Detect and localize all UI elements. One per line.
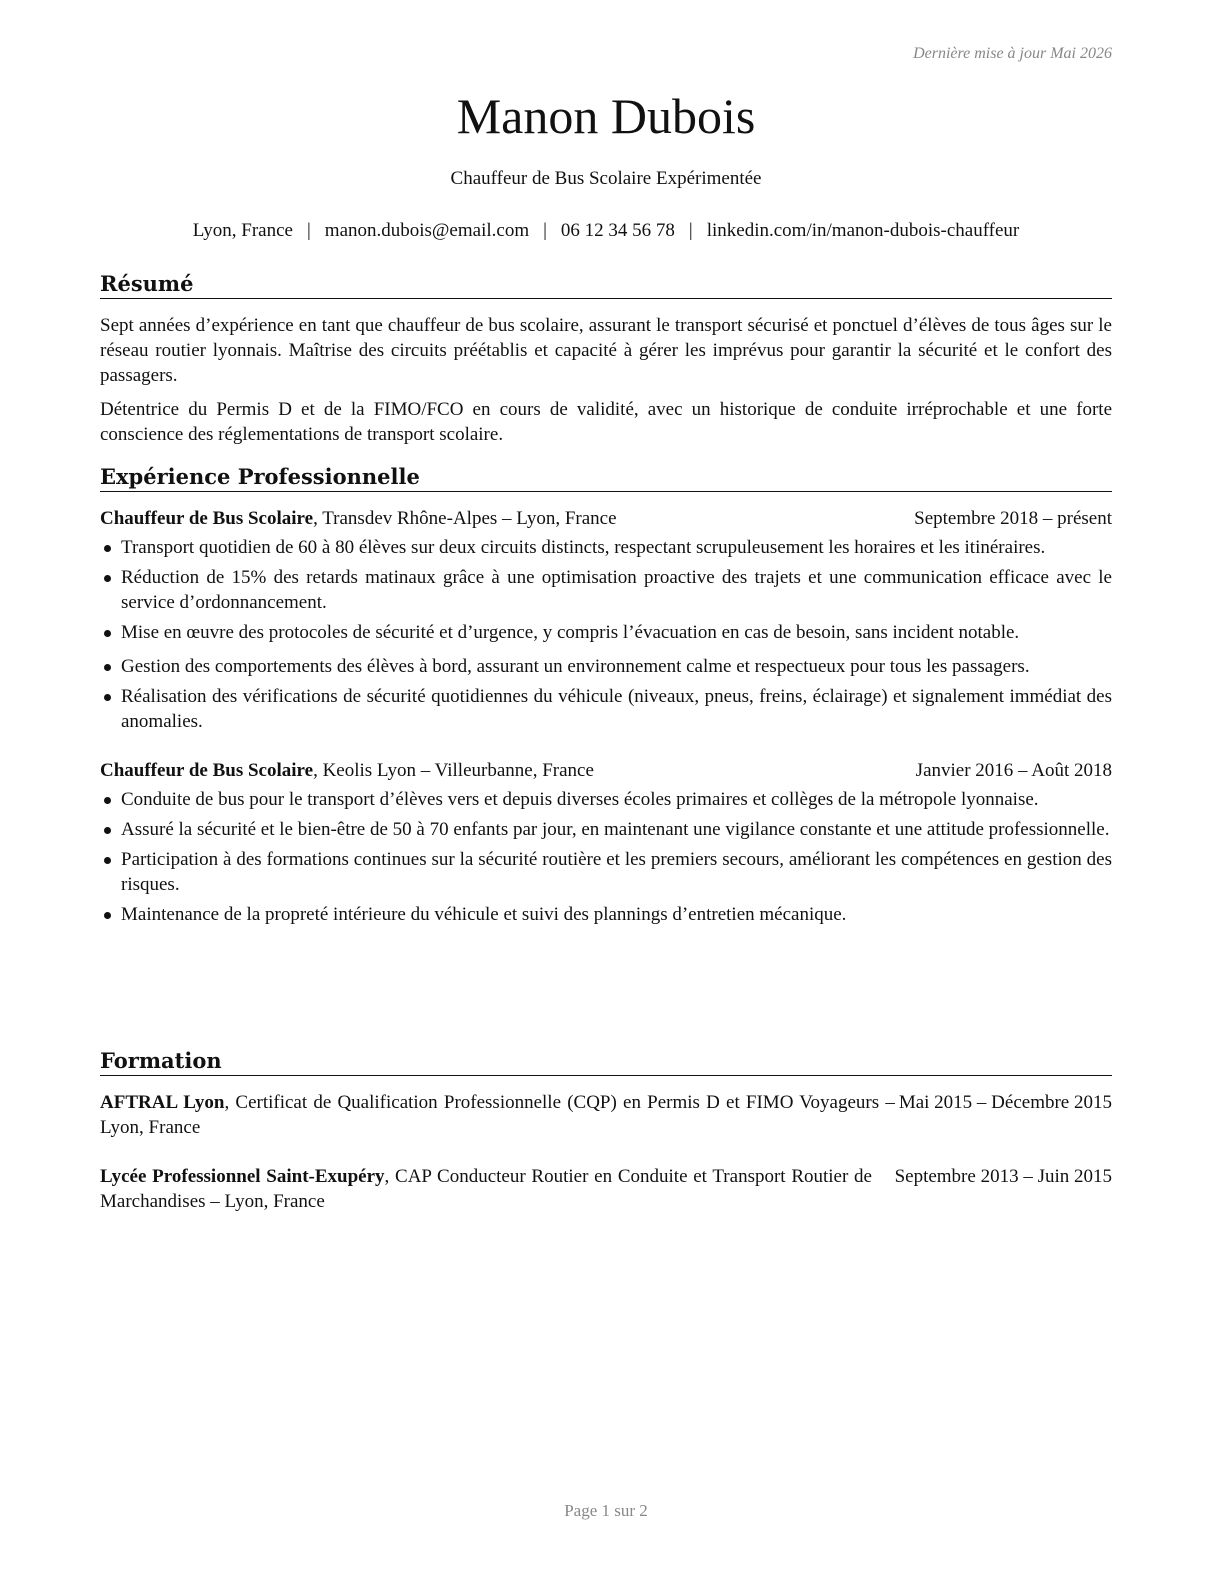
job-bullet: Conduite de bus pour le transport d’élèves vers et depuis diverses écoles primaires et collèges de la métropole lyonnaise. <box>100 787 1112 812</box>
job-bullet: Transport quotidien de 60 à 80 élèves sur deux circuits distincts, respectant scrupuleusement les horaires et les itinéraires. <box>100 535 1112 560</box>
job-role: Chauffeur de Bus Scolaire <box>100 508 314 529</box>
contact-phone: 06 12 34 56 78 <box>560 220 675 241</box>
job-bullet: Participation à des formations continues sur la sécurité routière et les premiers secours, améliorant les compétences en gestion des risques. <box>100 847 1112 897</box>
education-description <box>100 1090 895 1140</box>
last-updated: Dernière mise à jour Mai 2026 <box>913 45 1112 62</box>
job-bullet: Réduction de 15% des retards matinaux grâce à une optimisation proactive des trajets et une communication efficace avec le service d’ordonnancement. <box>100 565 1112 615</box>
page-number: Page 1 sur 2 <box>564 1501 648 1520</box>
education-school: AFTRAL Lyon <box>100 1092 225 1113</box>
education-school: Lycée Professionnel Saint-Exupéry <box>100 1166 385 1187</box>
education-detail: , Certificat de Qualification Professionnelle (CQP) en Permis D et FIMO Voyageurs – Lyon, France <box>100 1092 895 1138</box>
contact-line <box>80 218 1132 244</box>
job-entry <box>100 506 1112 734</box>
education-detail: , CAP Conducteur Routier en Conduite et Transport Routier de Marchandises – Lyon, France <box>100 1166 872 1212</box>
job-header <box>100 758 1112 783</box>
contact-separator: | <box>543 220 547 241</box>
education-dates: Septembre 2013 – Juin 2015 <box>894 1166 1112 1187</box>
candidate-name: Manon Dubois <box>456 88 756 144</box>
job-position <box>100 506 617 531</box>
contact-linkedin[interactable]: linkedin.com/in/manon-dubois-chauffeur <box>706 220 1020 241</box>
job-bullet: Réalisation des vérifications de sécurité quotidiennes du véhicule (niveaux, pneus, freins, éclairage) et signalement immédiat des anomalies. <box>100 684 1112 734</box>
job-dates: Janvier 2016 – Août 2018 <box>915 760 1112 781</box>
summary-paragraph: Détentrice du Permis D et de la FIMO/FCO en cours de validité, avec un historique de conduite irréprochable et une forte conscience des réglementations de transport scolaire. <box>100 399 1112 445</box>
section-title-summary: Résumé <box>100 270 1112 299</box>
job-role: Chauffeur de Bus Scolaire <box>100 760 314 781</box>
resume-page <box>100 0 1112 1584</box>
job-employer: , Transdev Rhône-Alpes – Lyon, France <box>313 508 617 529</box>
job-bullets <box>100 787 1112 927</box>
contact-separator: | <box>306 220 311 241</box>
education-entry <box>100 1164 1112 1214</box>
education-entry <box>100 1090 1112 1140</box>
job-bullet: Mise en œuvre des protocoles de sécurité et d’urgence, y compris l’évacuation en cas de besoin, sans incident notable. <box>100 620 1112 645</box>
section-title-education: Formation <box>100 1047 1112 1076</box>
education-description <box>100 1164 872 1214</box>
contact-separator: | <box>688 220 693 241</box>
job-bullets <box>100 535 1112 734</box>
job-dates: Septembre 2018 – présent <box>914 508 1112 529</box>
contact-location: Lyon, France <box>192 220 293 241</box>
job-bullet: Assuré la sécurité et le bien-être de 50 à 70 enfants par jour, en maintenant une vigilance constante et une attitude professionnelle. <box>100 817 1112 842</box>
job-entry <box>100 758 1112 927</box>
job-header <box>100 506 1112 531</box>
contact-email[interactable]: manon.dubois@email.com <box>324 220 530 241</box>
section-title-experience: Expérience Professionnelle <box>100 463 1112 492</box>
summary-paragraph: Sept années d’expérience en tant que chauffeur de bus scolaire, assurant le transport sécurisé et ponctuel d’élèves de tous âges sur le réseau routier lyonnais. Maîtrise des circuits préétablis et capacité à gérer les imprévus pour garantir la sécurité et le confort des passagers. <box>100 315 1112 386</box>
job-position <box>100 758 594 783</box>
education-dates: Mai 2015 – Décembre 2015 <box>898 1092 1112 1113</box>
experience-section <box>100 463 1112 927</box>
job-employer: , Keolis Lyon – Villeurbanne, France <box>313 760 594 781</box>
education-section <box>100 1047 1112 1214</box>
summary-section <box>100 270 1112 447</box>
job-bullet: Maintenance de la propreté intérieure du véhicule et suivi des plannings d’entretien mécanique. <box>100 902 1112 927</box>
job-bullet: Gestion des comportements des élèves à bord, assurant un environnement calme et respectueux pour tous les passagers. <box>100 654 1112 679</box>
candidate-title: Chauffeur de Bus Scolaire Expérimentée <box>450 168 762 189</box>
summary-body <box>100 313 1112 447</box>
